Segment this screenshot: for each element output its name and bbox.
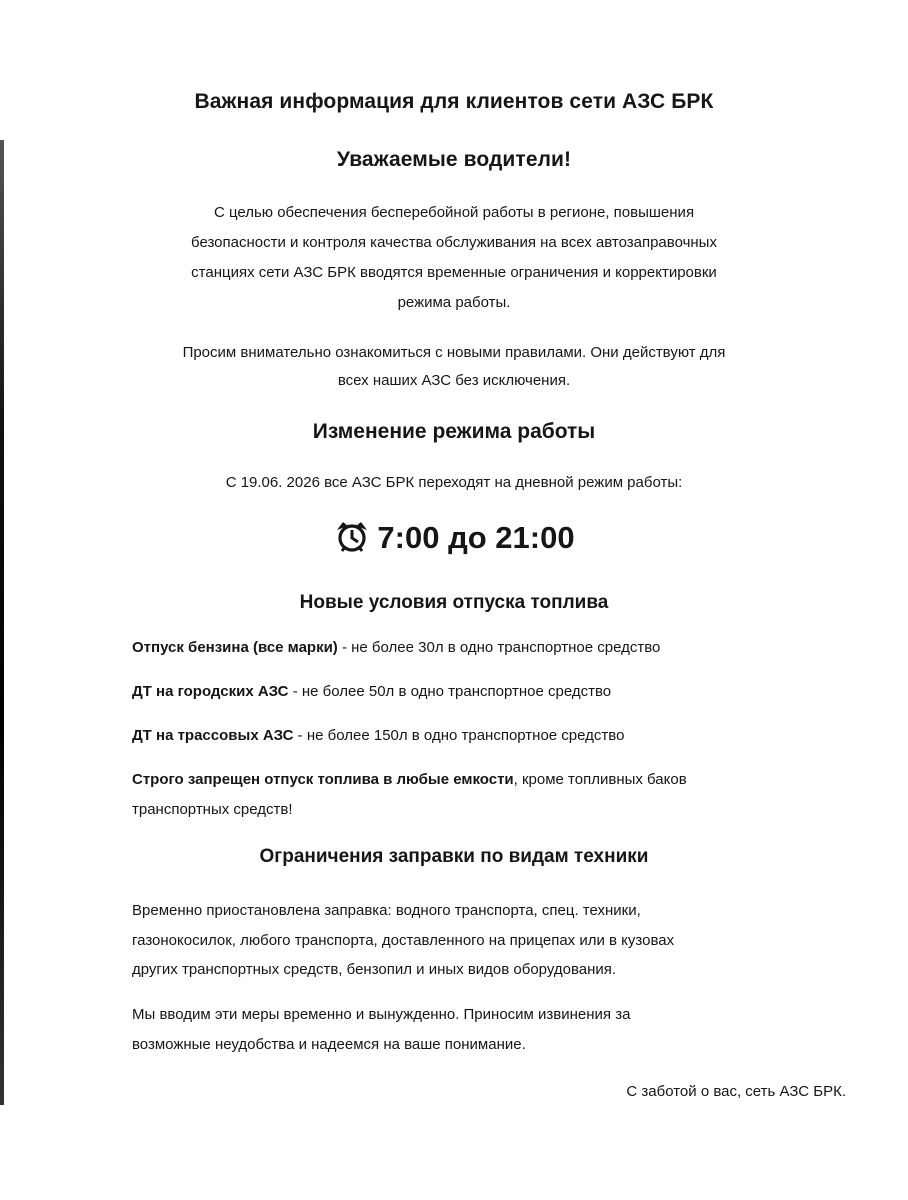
intro-line: безопасности и контроля качества обслуживания на всех автозаправочных — [191, 234, 717, 251]
fuel-heading: Новые условия отпуска топлива — [299, 592, 609, 613]
prohibition-bold: Строго запрещен отпуск топлива в любые емкости — [132, 771, 514, 788]
restrictions-line: газонокосилок, любого транспорта, доставленного на прицепах или в кузовах — [132, 932, 675, 949]
prohibition-rest: , кроме топливных баков — [513, 771, 687, 788]
fuel-rule-value: - не более 30л в одно транспортное средство — [337, 639, 661, 656]
request-line: Просим внимательно ознакомиться с новыми правилами. Они действуют для — [182, 344, 726, 361]
restrictions-line: Временно приостановлена заправка: водного транспорта, спец. техники, — [132, 902, 641, 919]
working-hours-text: 7:00 до 21:00 — [377, 520, 575, 555]
schedule-heading: Изменение режима работы — [312, 420, 596, 443]
apology-line: Мы вводим эти меры временно и вынужденно. Приносим извинения за — [132, 1006, 631, 1023]
fuel-rule-petrol — [132, 639, 852, 656]
prohibition-line: транспортных средств! — [132, 801, 293, 818]
intro-line: режима работы. — [397, 294, 511, 311]
fuel-rule-label: Отпуск бензина (все марки) — [132, 639, 338, 656]
schedule-text: С 19.06. 2026 все АЗС БРК переходят на дневной режим работы: — [225, 474, 683, 491]
prohibition-line — [132, 765, 852, 795]
fuel-rule-label: ДТ на городских АЗС — [132, 683, 289, 700]
working-hours — [0, 518, 908, 556]
fuel-rule-label: ДТ на трассовых АЗС — [132, 727, 294, 744]
intro-line: С целью обеспечения бесперебойной работы в регионе, повышения — [213, 204, 695, 221]
signature: С заботой о вас, сеть АЗС БРК. — [626, 1083, 846, 1100]
notice-title: Важная информация для клиентов сети АЗС БРК — [194, 90, 714, 113]
alarm-clock-icon — [333, 518, 371, 554]
apology-line: возможные неудобства и надеемся на ваше понимание. — [132, 1036, 526, 1053]
restrictions-line: других транспортных средств, бензопил и иных видов оборудования. — [132, 961, 617, 978]
fuel-rule-value: - не более 150л в одно транспортное средство — [293, 727, 625, 744]
fuel-rule-diesel-city — [132, 683, 852, 700]
restrictions-heading: Ограничения заправки по видам техники — [259, 846, 649, 867]
fuel-rule-diesel-highway — [132, 727, 852, 744]
intro-line: станциях сети АЗС БРК вводятся временные ограничения и корректировки — [191, 264, 717, 281]
request-line: всех наших АЗС без исключения. — [337, 372, 571, 389]
fuel-rule-value: - не более 50л в одно транспортное средство — [288, 683, 612, 700]
greeting-heading: Уважаемые водители! — [336, 148, 572, 171]
